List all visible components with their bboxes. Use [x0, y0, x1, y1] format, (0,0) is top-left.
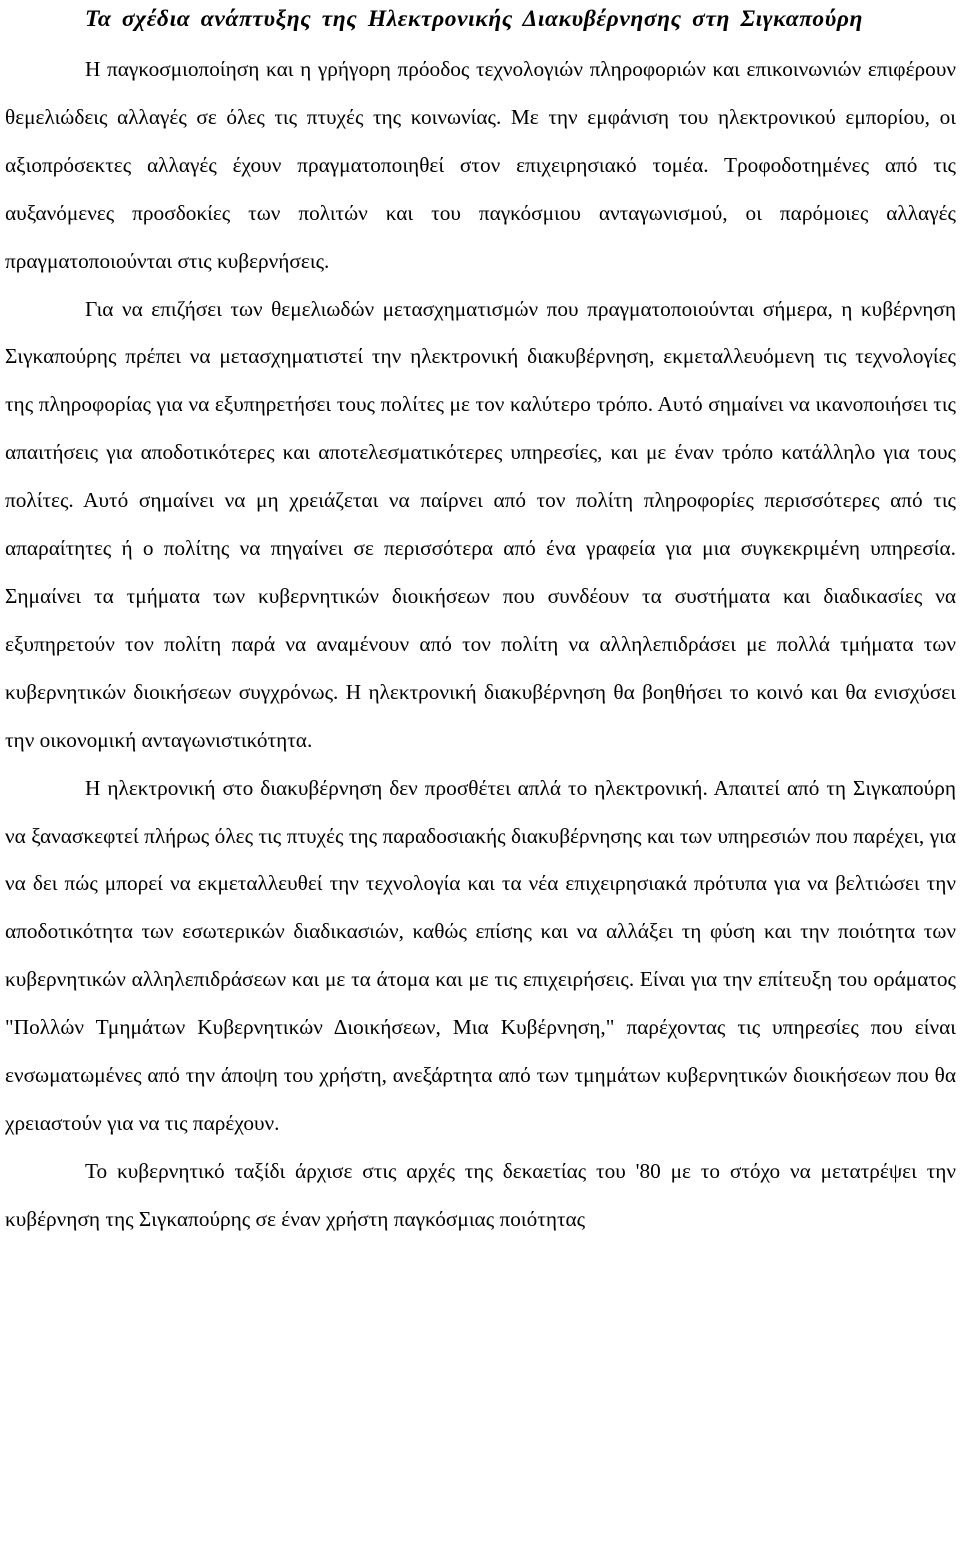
title-block: [5, 0, 956, 47]
document-page: [5, 0, 956, 1244]
paragraph-intro: Η παγκοσμιοποίηση και η γρήγορη πρόοδος τεχνολογιών πληροφοριών και επικοινωνιών επιφέρουν θεμελιώδεις αλλαγές σε όλες τις πτυχές της κοινωνίας. Με την εμφάνιση του ηλεκτρονικού εμπορίου, οι αξιοπρόσεκτες αλλαγές έχουν πραγματοποιηθεί στον επιχειρησιακό τομέα. Τροφοδοτημένες από τις αυξανόμενες προσδοκίες των πολιτών και του παγκόσμιου ανταγωνισμού, οι παρόμοιες αλλαγές πραγματοποιούνται στις κυβερνήσεις.: [5, 57, 956, 273]
paragraph-journey: Το κυβερνητικό ταξίδι άρχισε στις αρχές της δεκαετίας του '80 με το στόχο να μετατρέψει την κυβέρνηση της Σιγκαπούρης σε έναν χρήστη παγκόσμιας ποιότητας: [5, 1158, 956, 1231]
paragraph-rethink: Η ηλεκτρονική στο διακυβέρνηση δεν προσθέτει απλά το ηλεκτρονική. Απαιτεί από τη Σιγκαπούρη να ξανασκεφτεί πλήρως όλες τις πτυχές της παραδοσιακής διακυβέρνησης και των υπηρεσιών που παρέχει, για να δει πώς μπορεί να εκμεταλλευθεί την τεχνολογία και τα νέα επιχειρησιακά πρότυπα για να βελτιώσει την αποδοτικότητα των εσωτερικών διαδικασιών, καθώς επίσης και να αλλάξει τη φύση και την ποιότητα των κυβερνητικών αλληλεπιδράσεων και με τα άτομα και με τις επιχειρήσεις. Είναι για την επίτευξη του οράματος "Πολλών Τμημάτων Κυβερνητικών Διοικήσεων, Μια Κυβέρνηση," παρέχοντας τις υπηρεσίες που είναι ενσωματωμένες από την άποψη του χρήστη, ανεξάρτητα από των τμημάτων κυβερνητικών διοικήσεων που θα χρειαστούν για να τις παρέχουν.: [5, 775, 956, 1135]
document-title: Τα σχέδια ανάπτυξης της Ηλεκτρονικής Διακυβέρνησης στη Σιγκαπούρη: [85, 6, 864, 32]
paragraph-transformation: Για να επιζήσει των θεμελιωδών μετασχηματισμών που πραγματοποιούνται σήμερα, η κυβέρνηση Σιγκαπούρης πρέπει να μετασχηματιστεί την ηλεκτρονική διακυβέρνηση, εκμεταλλευόμενη τις τεχνολογίες της πληροφορίας για να εξυπηρετήσει τους πολίτες με τον καλύτερο τρόπο. Αυτό σημαίνει να ικανοποιήσει τις απαιτήσεις για αποδοτικότερες και αποτελεσματικότερες υπηρεσίες, και με έναν τρόπο κατάλληλο για τους πολίτες. Αυτό σημαίνει να μη χρειάζεται να παίρνει από τον πολίτη πληροφορίες περισσότερες από τις απαραίτητες ή ο πολίτης να πηγαίνει σε περισσότερα από ένα γραφεία για μια συγκεκριμένη υπηρεσία. Σημαίνει τα τμήματα των κυβερνητικών διοικήσεων που συνδέουν τα συστήματα και διαδικασίες να εξυπηρετούν τον πολίτη παρά να αναμένουν από τον πολίτη να αλληλεπιδράσει με πολλά τμήματα των κυβερνητικών διοικήσεων συγχρόνως. Η ηλεκτρονική διακυβέρνηση θα βοηθήσει το κοινό και θα ενισχύσει την οικονομική ανταγωνιστικότητα.: [5, 296, 956, 752]
